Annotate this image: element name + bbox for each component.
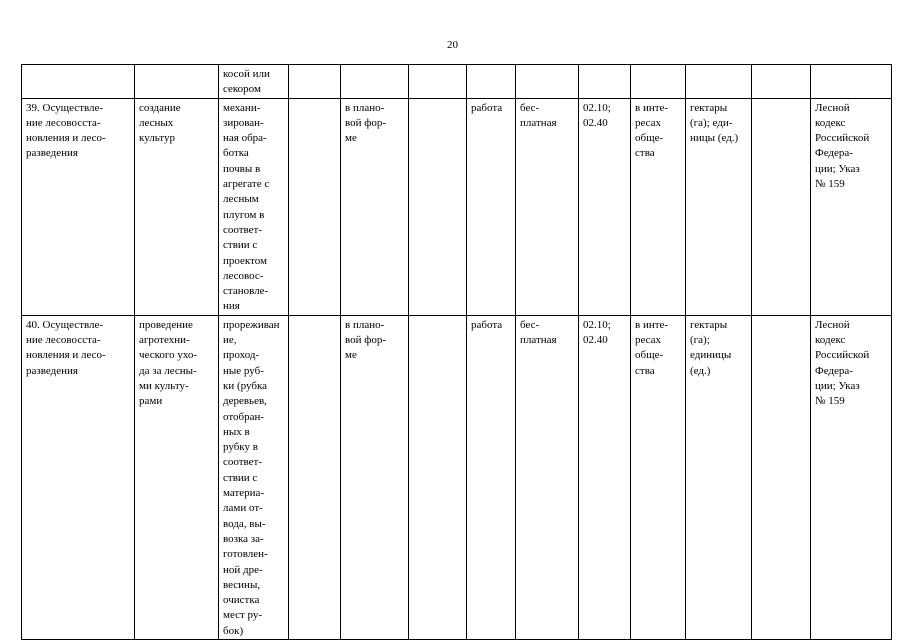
table-row — [22, 98, 892, 315]
table-cell — [516, 65, 579, 99]
table-cell: 02.10; 02.40 — [579, 315, 631, 639]
table-cell: проведение агротехни- ческого ухо- да за лесны- ми культу- рами — [135, 315, 219, 639]
table-cell-legal-basis: Лесной кодекс Российской Федера- ции; Указ № 159 — [811, 315, 892, 639]
table-cell: создание лесных культур — [135, 98, 219, 315]
table-cell: в плано- вой фор- ме — [341, 315, 409, 639]
table-cell: в инте- ресах обще- ства — [631, 315, 686, 639]
table-cell — [752, 98, 811, 315]
table-row — [22, 315, 892, 639]
table-cell — [467, 65, 516, 99]
table-cell — [289, 98, 341, 315]
table-cell-service-name: 40. Осуществле- ние лесовосста- новления и лесо- разведения — [22, 315, 135, 639]
page-number: 20 — [447, 39, 458, 51]
table-cell: бес- платная — [516, 98, 579, 315]
table-cell — [289, 315, 341, 639]
table-cell: механи- зирован- ная обра- ботка почвы в агрегате с лесным плугом в соответ- ствии с проектом лесовос- становле- ния — [219, 98, 289, 315]
table-cell — [409, 98, 467, 315]
table-cell: гектары (га); единицы (ед.) — [686, 315, 752, 639]
table-cell — [811, 65, 892, 99]
table-cell — [289, 65, 341, 99]
table-cell — [752, 65, 811, 99]
table-row-continuation — [22, 65, 892, 99]
table-cell — [686, 65, 752, 99]
table-cell-legal-basis: Лесной кодекс Российской Федера- ции; Указ № 159 — [811, 98, 892, 315]
table-cell — [22, 65, 135, 99]
table-cell: бес- платная — [516, 315, 579, 639]
table-cell: в инте- ресах обще- ства — [631, 98, 686, 315]
table-cell: прореживание, проход- ные руб- ки (рубка деревьев, отобран- ных в рубку в соответ- ствии с материа- лами от- вода, вы- возка за- готовлен- ной дре- весины, очистка мест ру- бок) — [219, 315, 289, 639]
services-table — [21, 64, 892, 640]
table-cell: 02.10; 02.40 — [579, 98, 631, 315]
table-cell: работа — [467, 98, 516, 315]
table-cell — [409, 65, 467, 99]
table-cell: в плано- вой фор- ме — [341, 98, 409, 315]
table-cell — [752, 315, 811, 639]
table-cell — [579, 65, 631, 99]
table-cell — [409, 315, 467, 639]
table-cell — [341, 65, 409, 99]
table-cell — [631, 65, 686, 99]
table-cell — [135, 65, 219, 99]
table-cell: работа — [467, 315, 516, 639]
table-cell-service-name: 39. Осуществле- ние лесовосста- новления и лесо- разведения — [22, 98, 135, 315]
table-cell: гектары (га); еди- ницы (ед.) — [686, 98, 752, 315]
table-cell: косой или секором — [219, 65, 289, 99]
